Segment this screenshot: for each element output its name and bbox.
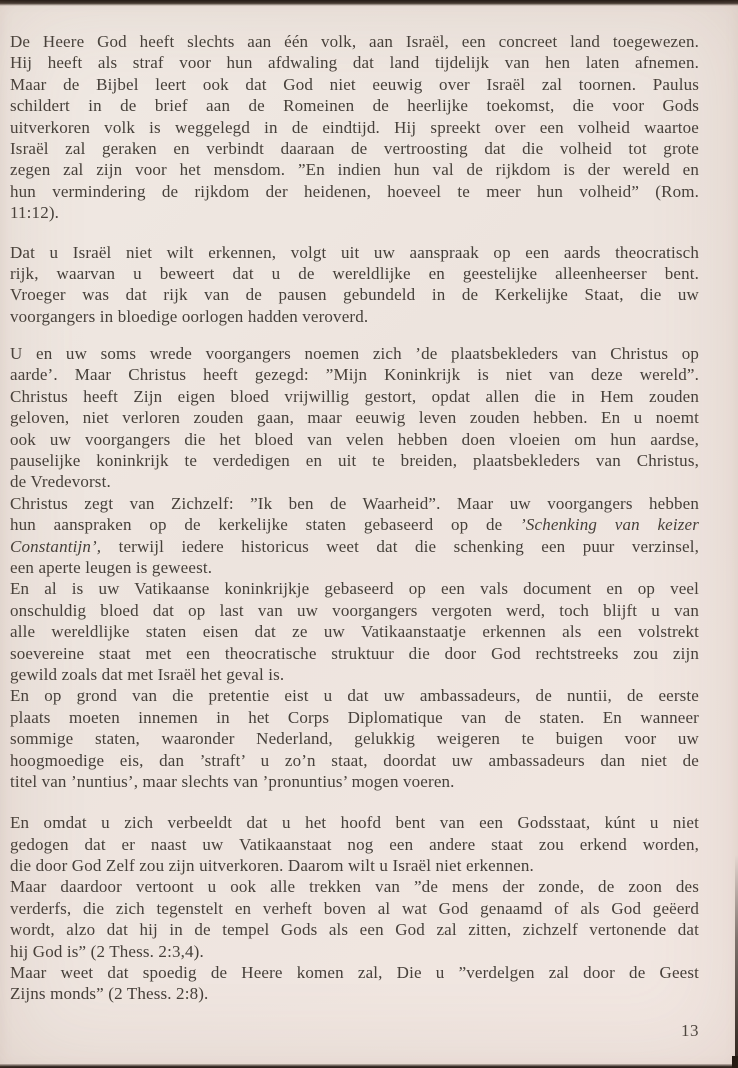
text-line: alle wereldlijke staten eisen dat ze uw Vatikaanstaatje erkennen als een volstrekt — [10, 622, 699, 642]
text-line: 11:12). — [10, 203, 60, 223]
text-line — [10, 536, 699, 557]
text-line: voorgangers in bloedige oorlogen hadden veroverd. — [10, 306, 369, 326]
text-line: En al is uw Vatikaanse koninkrijkje gebaseerd op een vals document en op veel — [10, 579, 699, 599]
text-line: de Vredevorst. — [10, 472, 111, 492]
text-line: Christus heeft Zijn eigen bloed vrijwillig gestort, opdat allen die in Hem zouden — [10, 386, 699, 406]
scan-corner-mark — [732, 1056, 738, 1068]
page-text — [10, 31, 699, 1041]
text-line: hoogmoedige eis, dan ’straft’ u zo’n staat, doordat uw ambassadeurs dan niet de — [10, 750, 699, 770]
text-segment: terwijl iedere historicus weet dat die schenking een puur verzinsel, — [101, 536, 699, 556]
text-line: gedogen dat er naast uw Vatikaanstaat nog een andere staat zou erkend worden, — [10, 834, 699, 854]
paragraph-2 — [10, 242, 699, 328]
text-line: onschuldig bloed dat op last van uw voorgangers vergoten werd, toch blijft u van — [10, 600, 699, 620]
text-line: plaats moeten innemen in het Corps Diplomatique van de staten. En wanneer — [10, 707, 699, 727]
text-line: die door God Zelf zou zijn uitverkoren. Daarom wilt u Israël niet erkennen. — [10, 856, 534, 876]
text-line: En omdat u zich verbeeldt dat u het hoofd bent van een Godsstaat, kúnt u niet — [10, 813, 699, 833]
text-line: een aperte leugen is geweest. — [10, 557, 213, 577]
paragraph-3 — [10, 343, 699, 792]
text-line: Zijns monds” (2 Thess. 2:8). — [10, 984, 209, 1004]
text-line: hij God is” (2 Thess. 2:3,4). — [10, 941, 204, 961]
text-line: rijk, waarvan u beweert dat u de wereldlijke en geestelijke alleenheerser bent. — [10, 263, 699, 283]
text-line: hun vermindering de rijkdom der heidenen, hoeveel te meer hun volheid” (Rom. — [10, 181, 699, 201]
text-line: geloven, niet verloren zouden gaan, maar eeuwig leven zouden hebben. En u noemt — [10, 408, 699, 428]
text-line: Maar weet dat spoedig de Heere komen zal, Die u ”verdelgen zal door de Geest — [10, 963, 699, 983]
text-line: U en uw soms wrede voorgangers noemen zich ’de plaatsbekleders van Christus op — [10, 344, 699, 364]
text-line: gewild zoals dat met Israël het geval is. — [10, 664, 285, 684]
text-line: Maar daardoor vertoont u ook alle trekken van ”de mens der zonde, de zoon des — [10, 877, 699, 897]
text-line: zegen zal zijn voor het mensdom. ”En indien hun val de rijkdom is der wereld en — [10, 160, 699, 180]
text-line: verderfs, die zich tegenstelt en verheft boven al wat God genaamd of als God geëerd — [10, 898, 699, 918]
paragraph-4 — [10, 812, 699, 1005]
text-line: Maar de Bijbel leert ook dat God niet eeuwig over Israël zal toornen. Paulus — [10, 74, 699, 94]
text-line: titel van ’nuntius’, maar slechts van ’pronuntius’ mogen voeren. — [10, 771, 455, 791]
text-line: En op grond van die pretentie eist u dat uw ambassadeurs, de nuntii, de eerste — [10, 686, 699, 706]
text-segment: hun aanspraken op de kerkelijke staten gebaseerd op de — [10, 515, 521, 535]
text-line: ook uw voorgangers die het bloed van velen hebben doen vloeien om hun aardse, — [10, 429, 699, 449]
text-line: wordt, alzo dat hij in de tempel Gods als een God zal zitten, zichzelf vertonende dat — [10, 920, 699, 940]
text-line: De Heere God heeft slechts aan één volk, aan Israël, een concreet land toegewezen. — [10, 32, 699, 51]
text-line — [10, 514, 699, 535]
text-line: Hij heeft als straf voor hun afdwaling dat land tijdelijk van hen laten afnemen. — [10, 53, 699, 73]
text-line: Dat u Israël niet wilt erkennen, volgt uit uw aanspraak op een aards theocratisch — [10, 242, 699, 262]
text-line: Vroeger was dat rijk van de pausen gebundeld in de Kerkelijke Staat, die uw — [10, 285, 699, 305]
text-line: sommige staten, waaronder Nederland, gelukkig weigeren te buigen voor uw — [10, 729, 699, 749]
scan-edge-bottom — [0, 1064, 738, 1068]
scan-edge-top — [0, 0, 738, 6]
page-number: 13 — [681, 1020, 699, 1040]
text-line: soevereine staat met een theocratische struktuur die door God rechtstreeks zou zijn — [10, 643, 699, 663]
text-segment-italic: ’Schenking van keizer — [520, 515, 699, 535]
text-line: aarde’. Maar Christus heeft gezegd: ”Mijn Koninkrijk is niet van deze wereld”. — [10, 365, 699, 385]
text-line: schildert in de brief aan de Romeinen de heerlijke toekomst, die voor Gods — [10, 96, 699, 116]
paragraph-1 — [10, 31, 699, 224]
text-line: Christus zegt van Zichzelf: ”Ik ben de Waarheid”. Maar uw voorgangers hebben — [10, 493, 699, 513]
text-line: pauselijke koninkrijk te verdedigen en uit te breiden, plaatsbekleders van Christus, — [10, 451, 699, 471]
text-line: Israël zal geraken en verbindt daaraan de vertroosting dat die volheid tot grote — [10, 138, 699, 158]
text-line: uitverkoren volk is weggelegd in de eindtijd. Hij spreekt over een volheid waartoe — [10, 117, 699, 137]
text-segment-italic: Constantijn’, — [10, 536, 102, 556]
